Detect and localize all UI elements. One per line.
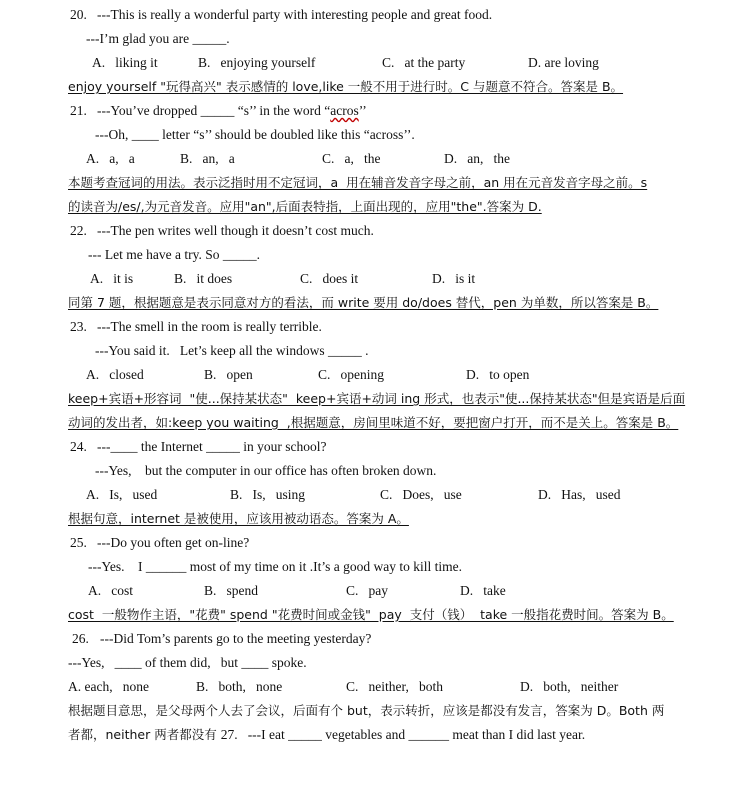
q24-reply: ---Yes, but the computer in our office has often broken down.: [95, 463, 437, 478]
q21-question-mid: “s’’ in the word “: [234, 103, 331, 118]
q24-blank: ____: [110, 439, 138, 454]
q21-explanation-1: 本题考查冠词的用法。表示泛指时用不定冠词，a 用在辅音发音字母之前，an 用在元音发音字母之前。s: [68, 175, 648, 190]
q22-option-c: C. does it: [300, 271, 359, 286]
q21-explanation-2: 的读音为/es/,为元音发音。应用"an",后面表特指，上面出现的，应用"the".答案为 D.: [68, 199, 542, 214]
q25-blank: ______: [145, 559, 187, 574]
q20-option-a: A. liking it: [92, 55, 158, 70]
q24-question-mid: the Internet: [137, 439, 207, 454]
q21-misspelled-word: acros: [330, 103, 359, 118]
q23-option-c: C. opening: [318, 367, 384, 382]
q26-question: ---Did Tom’s parents go to the meeting yesterday?: [100, 631, 372, 646]
q20-option-d: D. are loving: [528, 55, 599, 70]
q20-option-c: C. at the party: [382, 55, 466, 70]
q25-explanation: cost 一般物作主语，"花费" spend "花费时间或金钱" pay 支付（钱） take 一般指花费时间。答案为 B。: [68, 607, 674, 622]
q24-explanation: 根据句意，internet 是被使用，应该用被动语态。答案为 A。: [68, 511, 409, 526]
q24-question-start: ---: [97, 439, 111, 454]
q23-explanation-1: keep+宾语+形容词 "使...保持某状态" keep+宾语+动词 ing 形式，也表示"使...保持某状态"但是宾语是后面: [68, 391, 686, 406]
q26-number: 26.: [72, 631, 89, 646]
q20-question: ---This is really a wonderful party with interesting people and great food.: [97, 7, 493, 22]
q21-option-b: B. an, a: [180, 151, 235, 166]
q24-question-end: in your school?: [239, 439, 327, 454]
q24-option-a: A. Is, used: [86, 487, 158, 502]
q24-option-d: D. Has, used: [538, 487, 621, 502]
q20-option-b: B. enjoying yourself: [198, 55, 316, 70]
q21-question-end: ’’: [358, 103, 367, 118]
q26-reply-start: ---Yes,: [68, 655, 115, 670]
q20-number: 20.: [70, 7, 87, 22]
q21-blank: _____: [200, 103, 235, 118]
q27-blank: _____: [288, 727, 322, 742]
q22-explanation: 同第 7 题，根据题意是表示同意对方的看法，而 write 要用 do/does 替代，pen 为单数，所以答案是 B。: [68, 295, 659, 310]
q23-option-a: A. closed: [86, 367, 144, 382]
q21-option-c: C. a, the: [322, 151, 381, 166]
q21-number: 21.: [70, 103, 87, 118]
q26-blank: ____: [114, 655, 142, 670]
q22-blank: _____: [222, 247, 257, 262]
q25-option-c: C. pay: [346, 583, 388, 598]
q21-question-start: ---You’ve dropped: [97, 103, 201, 118]
q23-number: 23.: [70, 319, 87, 334]
q27-blank2: ______: [408, 727, 449, 742]
q24-option-c: C. Does, use: [380, 487, 462, 502]
q22-option-a: A. it is: [90, 271, 134, 286]
q21-option-d: D. an, the: [444, 151, 510, 166]
q25-option-b: B. spend: [204, 583, 258, 598]
q25-question: ---Do you often get on-line?: [97, 535, 250, 550]
q26-option-a: A. each, none: [68, 679, 149, 694]
q22-number: 22.: [70, 223, 87, 238]
q25-reply-start: ---Yes. I: [88, 559, 146, 574]
q20-blank: _____: [192, 31, 227, 46]
q23-explanation-2: 动词的发出者，如:keep you waiting ,根据题意，房间里味道不好，要把窗户打开，而不是关上。答案是 B。: [68, 415, 679, 430]
q27-question-mid: vegetables and: [321, 727, 409, 742]
q22-reply-end: .: [256, 247, 260, 262]
q23-blank: _____: [327, 343, 362, 358]
q20-explanation: enjoy yourself "玩得高兴" 表示感情的 love,like 一般不用于进行时。C 与题意不符合。答案是 B。: [68, 79, 624, 94]
q26-blank2: ____: [241, 655, 269, 670]
q22-question: ---The pen writes well though it doesn’t cost much.: [97, 223, 374, 238]
q21-blank2: ____: [131, 127, 159, 142]
q26-reply-mid: of them did, but: [141, 655, 242, 670]
q26-option-b: B. both, none: [196, 679, 283, 694]
q23-option-d: D. to open: [466, 367, 530, 382]
q25-reply-end: most of my time on it .It’s a good way to kill time.: [186, 559, 462, 574]
q24-number: 24.: [70, 439, 87, 454]
q26-explanation-line2: [0, 726, 586, 780]
q21-option-a: A. a, a: [86, 151, 135, 166]
q25-option-a: A. cost: [88, 583, 133, 598]
q27-number: 27.: [220, 727, 238, 742]
q21-reply-start: ---Oh,: [95, 127, 132, 142]
q27-question-start: ---I eat: [237, 727, 289, 742]
q24-option-b: B. Is, using: [230, 487, 306, 502]
q25-option-d: D. take: [460, 583, 506, 598]
q26-option-c: C. neither, both: [346, 679, 443, 694]
q22-option-b: B. it does: [174, 271, 233, 286]
q24-blank2: _____: [206, 439, 240, 454]
q23-option-b: B. open: [204, 367, 253, 382]
q21-reply-end: letter “s’’ should be doubled like this “across’’.: [158, 127, 415, 142]
q26-explanation-2: 者都，neither 两者都没有: [68, 727, 221, 742]
q27-question-end: meat than I did last year.: [449, 727, 586, 742]
q23-reply-start: ---You said it. Let’s keep all the windows: [95, 343, 328, 358]
q20-reply-start: ---I’m glad you are: [86, 31, 193, 46]
q26-option-d: D. both, neither: [520, 679, 619, 694]
q25-number: 25.: [70, 535, 87, 550]
q23-reply-end: .: [361, 343, 369, 358]
q23-question: ---The smell in the room is really terrible.: [97, 319, 322, 334]
q22-option-d: D. is it: [432, 271, 476, 286]
q26-explanation-1: 根据题目意思，是父母两个人去了会议，后面有个 but，表示转折，应该是都没有发言，答案为 D。Both 两: [68, 703, 665, 718]
q26-reply-end: spoke.: [268, 655, 307, 670]
q22-reply-start: --- Let me have a try. So: [88, 247, 223, 262]
q20-reply-end: .: [226, 31, 230, 46]
